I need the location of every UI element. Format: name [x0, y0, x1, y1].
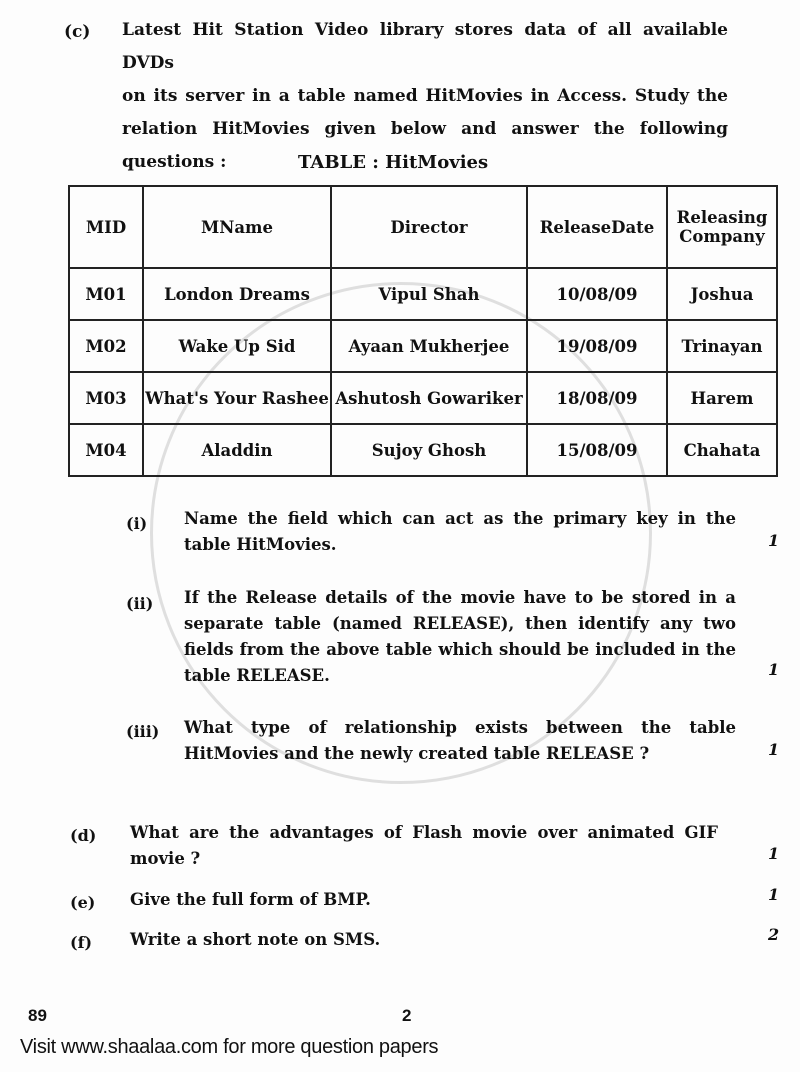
header-company: Releasing Company — [667, 186, 777, 268]
question-d-text — [130, 820, 718, 872]
cell: What's Your Rashee — [143, 372, 331, 424]
table-row — [69, 320, 777, 372]
text-line: separate table (named RELEASE), then identify any two — [184, 614, 736, 633]
subquestion-ii-text — [184, 585, 736, 689]
question-c-label: (c) — [64, 22, 91, 42]
text-line: questions : — [122, 152, 227, 172]
hitmovies-table — [68, 185, 778, 477]
text-line: HitMovies and the newly created table RELEASE ? — [184, 744, 650, 763]
subquestion-i-label: (i) — [126, 514, 148, 533]
table-header-row — [69, 186, 777, 268]
header-mname: MName — [143, 186, 331, 268]
subquestion-iii-text — [184, 715, 736, 767]
cell: M02 — [69, 320, 143, 372]
question-f-text: Write a short note on SMS. — [130, 930, 381, 949]
cell: Sujoy Ghosh — [331, 424, 527, 476]
table-title: TABLE : HitMovies — [298, 152, 489, 173]
marks-iii: 1 — [768, 740, 780, 759]
marks-e: 1 — [768, 885, 780, 904]
cell: M03 — [69, 372, 143, 424]
cell: Harem — [667, 372, 777, 424]
question-d-label: (d) — [70, 826, 97, 845]
cell: Ashutosh Gowariker — [331, 372, 527, 424]
text-line: relation HitMovies given below and answer the following — [122, 119, 728, 139]
header-releasedate: ReleaseDate — [527, 186, 667, 268]
cell: Aladdin — [143, 424, 331, 476]
page-number: 2 — [402, 1006, 412, 1025]
cell: M04 — [69, 424, 143, 476]
question-e-label: (e) — [70, 893, 96, 912]
text-line: What are the advantages of Flash movie over animated GIF — [130, 823, 718, 842]
cell: Wake Up Sid — [143, 320, 331, 372]
text-line: on its server in a table named HitMovies in Access. Study the — [122, 86, 728, 106]
shaalaa-link[interactable]: Visit www.shaalaa.com for more question papers — [20, 1036, 439, 1058]
cell: 19/08/09 — [527, 320, 667, 372]
text-line: Name the field which can act as the primary key in the — [184, 509, 736, 528]
subquestion-i-text — [184, 506, 736, 558]
table-row — [69, 424, 777, 476]
text-line: fields from the above table which should be included in the — [184, 640, 736, 659]
cell: Ayaan Mukherjee — [331, 320, 527, 372]
marks-f: 2 — [768, 925, 780, 944]
question-e-text: Give the full form of BMP. — [130, 890, 371, 909]
paper-code: 89 — [28, 1006, 47, 1025]
text-line: movie ? — [130, 849, 201, 868]
text-line: Latest Hit Station Video library stores data of all available DVDs — [122, 20, 728, 73]
marks-d: 1 — [768, 844, 780, 863]
cell: Joshua — [667, 268, 777, 320]
cell: Vipul Shah — [331, 268, 527, 320]
question-f-label: (f) — [70, 933, 93, 952]
cell: 15/08/09 — [527, 424, 667, 476]
subquestion-iii-label: (iii) — [126, 722, 160, 741]
table-row — [69, 268, 777, 320]
cell: Chahata — [667, 424, 777, 476]
subquestion-ii-label: (ii) — [126, 594, 154, 613]
cell: 10/08/09 — [527, 268, 667, 320]
table-row — [69, 372, 777, 424]
text-line: table RELEASE. — [184, 666, 330, 685]
header-director: Director — [331, 186, 527, 268]
cell: M01 — [69, 268, 143, 320]
text-line: table HitMovies. — [184, 535, 337, 554]
cell: London Dreams — [143, 268, 331, 320]
text-line: What type of relationship exists between the table — [184, 718, 736, 737]
text-line: If the Release details of the movie have to be stored in a — [184, 588, 736, 607]
cell: 18/08/09 — [527, 372, 667, 424]
cell: Trinayan — [667, 320, 777, 372]
marks-i: 1 — [768, 531, 780, 550]
marks-ii: 1 — [768, 660, 780, 679]
header-mid: MID — [69, 186, 143, 268]
